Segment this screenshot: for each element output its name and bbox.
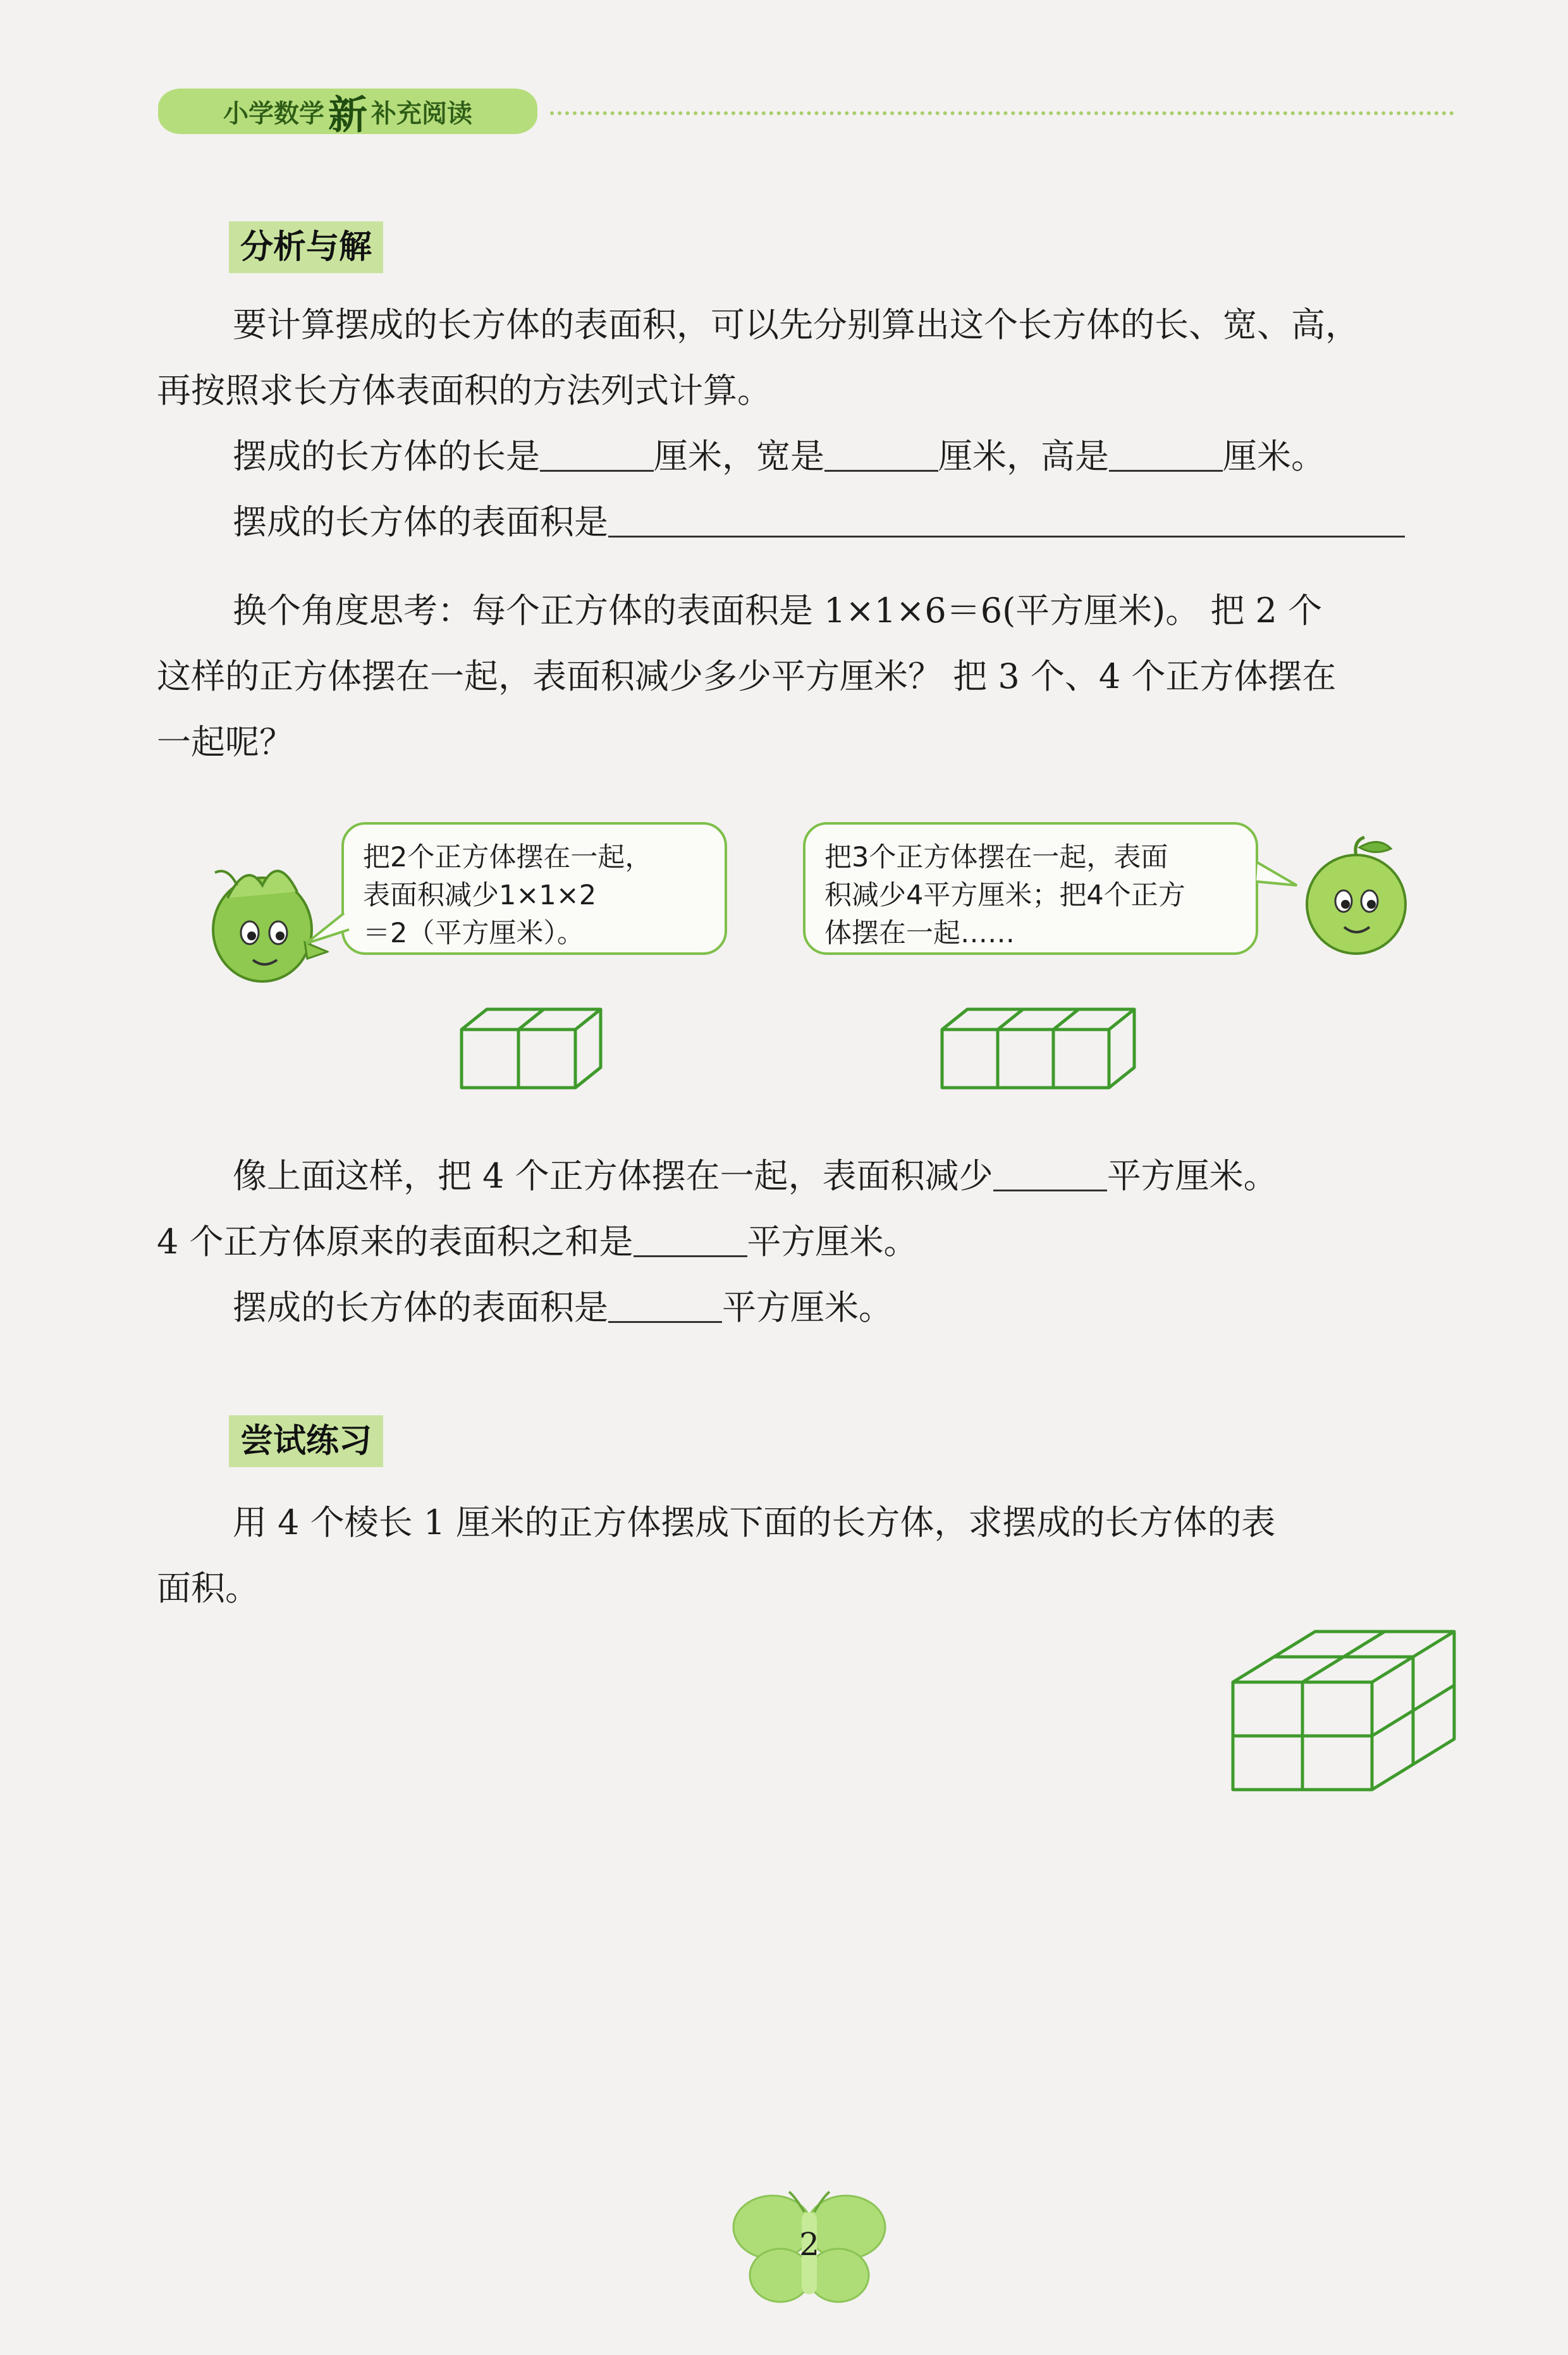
length-blank[interactable] — [540, 433, 654, 472]
green-apple-character-icon — [1290, 835, 1423, 961]
fill-line-1-text-b: 平方厘米。 — [1106, 1156, 1278, 1196]
series-title-suffix: 补充阅读 — [371, 99, 472, 128]
bubble-right-line-2: 积减少4平方厘米；把4个正方 — [824, 880, 1185, 911]
alternative-line-2: 这样的正方体摆在一起，表面积减少多少平方厘米？ 把 3 个、4 个正方体摆在 — [157, 656, 1337, 696]
bubble-left-line-2: 表面积减少1×1×2 — [363, 880, 597, 911]
bubble-tail-left — [303, 911, 354, 949]
alternative-line-3: 一起呢？ — [157, 722, 293, 762]
practice-line-1: 用 4 个棱长 1 厘米的正方体摆成下面的长方体，求摆成的长方体的表 — [233, 1503, 1276, 1542]
dims-text-3: 厘米，高是 — [938, 436, 1109, 476]
series-title-banner — [158, 89, 537, 138]
surface-area-prompt: 摆成的长方体的表面积是 — [233, 502, 608, 542]
speech-bubble-two-cubes — [341, 822, 727, 955]
surface-area-line — [157, 489, 1459, 555]
series-title-prefix: 小学数学 — [223, 99, 324, 128]
fill-line-1-text-a: 像上面这样，把 4 个正方体摆在一起，表面积减少 — [233, 1156, 993, 1196]
dims-text-2: 厘米，宽是 — [654, 436, 824, 476]
two-cubes-figure — [455, 1005, 607, 1094]
page-number: 2 — [799, 2226, 819, 2263]
section-heading-practice: 尝试练习 — [229, 1415, 383, 1467]
section-heading-analysis: 分析与解 — [229, 221, 383, 273]
fill-line-1 — [157, 1143, 1459, 1209]
fill-line-2-text-b: 平方厘米。 — [747, 1222, 918, 1262]
intro-line-2: 再按照求长方体表面积的方法列式计算。 — [157, 371, 771, 410]
series-title-highlight: 新 — [328, 91, 367, 138]
fill-line-3 — [157, 1275, 1459, 1341]
three-cubes-figure — [936, 1005, 1138, 1094]
bubble-left-line-3: ＝2（平方厘米）。 — [363, 918, 584, 949]
header-dotted-rule — [550, 111, 1454, 115]
fill-line-3-text-b: 平方厘米。 — [722, 1288, 893, 1327]
area-reduced-blank[interactable] — [993, 1153, 1107, 1191]
speech-bubble-three-cubes — [803, 822, 1258, 955]
fill-line-2 — [157, 1209, 1459, 1275]
intro-line-1: 要计算摆成的长方体的表面积，可以先分别算出这个长方体的长、宽、高， — [233, 305, 1359, 345]
dims-text-1: 摆成的长方体的长是 — [233, 436, 540, 476]
cuboid-area-blank[interactable] — [608, 1284, 722, 1323]
dims-text-4: 厘米。 — [1223, 436, 1325, 476]
fill-line-3-text-a: 摆成的长方体的表面积是 — [233, 1288, 608, 1327]
width-blank[interactable] — [824, 433, 938, 472]
original-area-blank[interactable] — [634, 1219, 747, 1257]
fill-line-2-text-a: 4 个正方体原来的表面积之和是 — [157, 1222, 634, 1262]
bubble-left-line-1: 把2个正方体摆在一起， — [363, 842, 652, 873]
dimensions-line — [157, 424, 1459, 489]
practice-line-2: 面积。 — [157, 1568, 259, 1608]
alternative-line-1: 换个角度思考：每个正方体的表面积是 1×1×6＝6(平方厘米)。 把 2 个 — [233, 591, 1323, 630]
surface-area-blank[interactable] — [608, 499, 1405, 538]
cuboid-2x2-figure — [1220, 1625, 1461, 1796]
height-blank[interactable] — [1109, 433, 1223, 472]
bubble-right-line-3: 体摆在一起…… — [824, 918, 1015, 949]
bubble-right-line-1: 把3个正方体摆在一起，表面 — [824, 842, 1168, 873]
